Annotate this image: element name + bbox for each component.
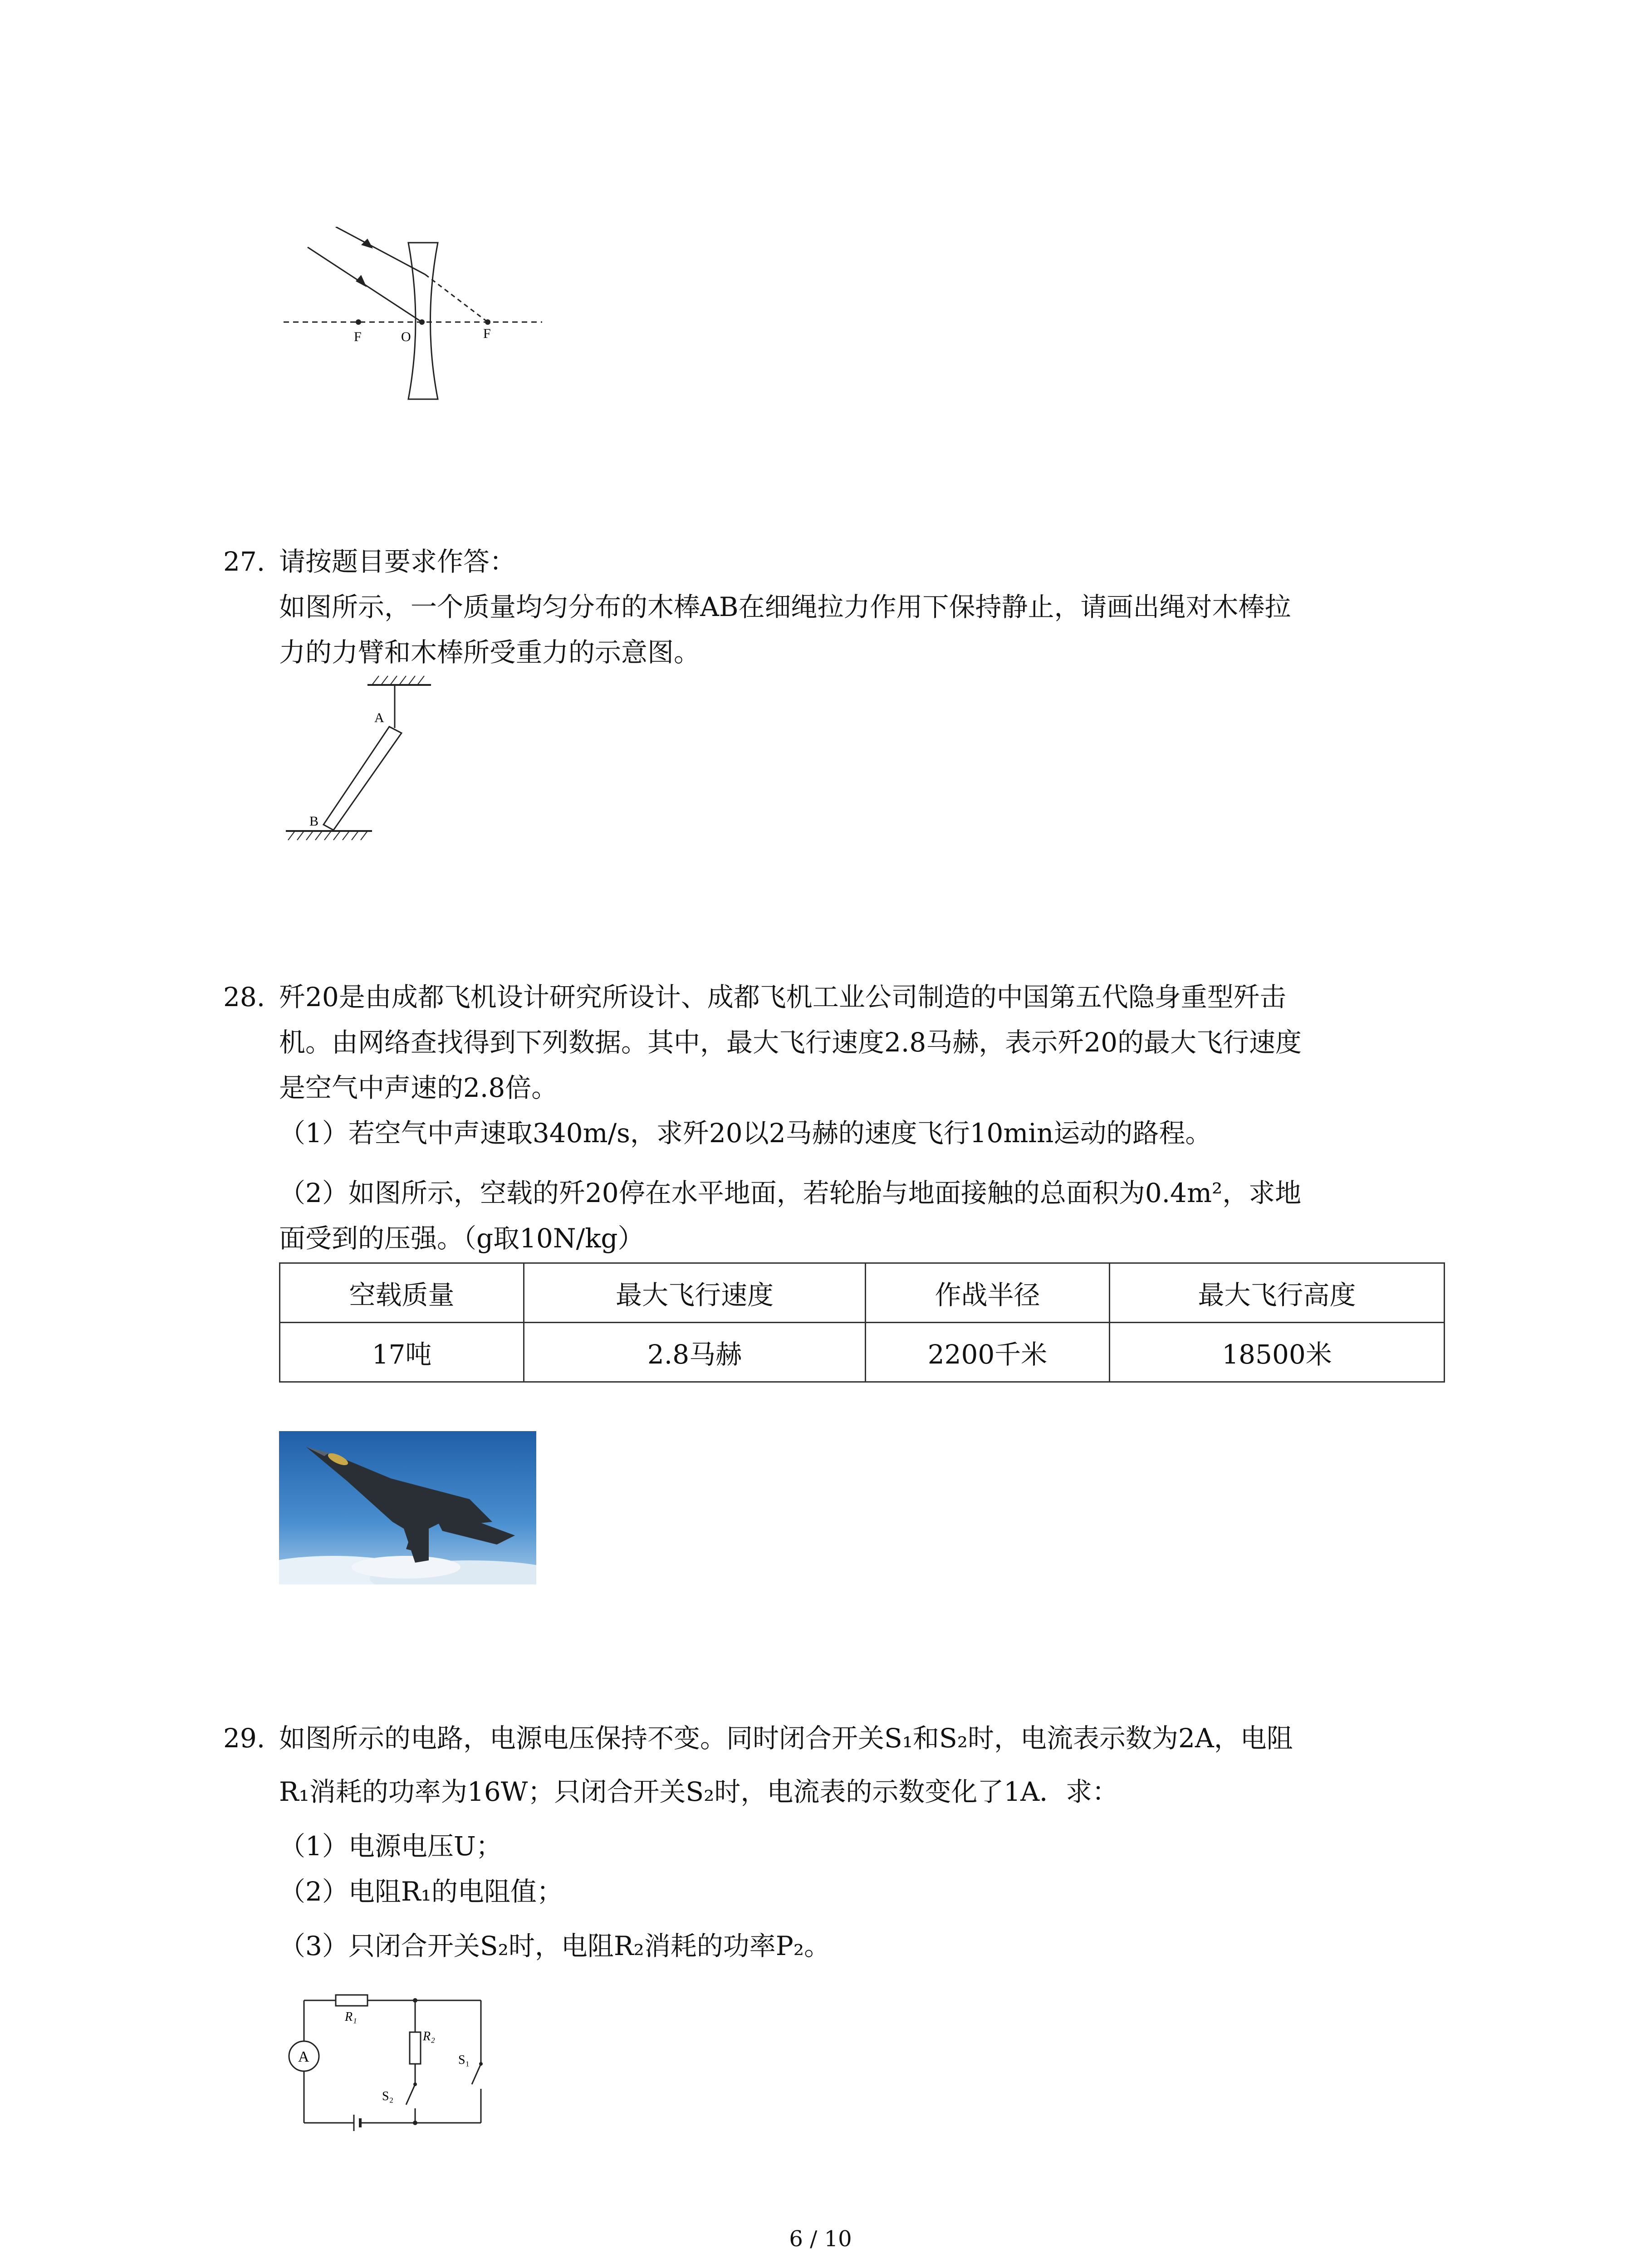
q29-sub3: （3）只闭合开关S₂时，电阻R₂消耗的功率P₂。 [279,1931,831,1961]
q29-line1: 如图所示的电路，电源电压保持不变。同时闭合开关S₁和S₂时，电流表示数为2A，电阻 [279,1723,1293,1754]
q29-sub1: （1）电源电压U； [279,1831,502,1862]
q29-sub2: （2）电阻R₁的电阻值； [279,1876,563,1907]
q28-line1: 歼20是由成都飞机设计研究所设计、成都飞机工业公司制造的中国第五代隐身重型歼击 [279,982,1286,1012]
q28-sub2-line2: 面受到的压强。（g取10N/kg） [279,1223,644,1254]
q28-sub1: （1）若空气中声速取340m/s，求歼20以2马赫的速度飞行10min运动的路程。 [279,1118,1212,1149]
table-cell: 2.8马赫 [524,1323,866,1382]
stick-label-b: B [309,814,319,829]
stick-label-a: A [374,710,384,725]
table-cell: 18500米 [1110,1323,1445,1382]
q27-title: 请按题目要求作答： [279,546,516,577]
q28-line2: 机。由网络查找得到下列数据。其中，最大飞行速度2.8马赫，表示歼20的最大飞行速度 [279,1027,1302,1058]
r1-label: R₁ [345,2010,357,2024]
q27-number: 27. [223,546,265,577]
table-row [280,1323,1445,1382]
j20-spec-table [279,1262,1445,1383]
focus-right-label: F [483,326,491,341]
q28-line3: 是空气中声速的2.8倍。 [279,1072,558,1103]
q27-line1: 如图所示，一个质量均匀分布的木棒AB在细绳拉力作用下保持静止，请画出绳对木棒拉 [279,591,1291,622]
stick-ab-figure [281,671,481,844]
table-header-row [280,1263,1445,1323]
fighter-jet-photo [279,1431,536,1584]
r2-label: R₂ [423,2029,435,2043]
q28-number: 28. [223,982,265,1012]
table-header-cell: 作战半径 [866,1263,1110,1323]
q29-line2: R₁消耗的功率为16W；只闭合开关S₂时，电流表的示数变化了1A．求： [279,1776,1119,1807]
q28-sub2-line1: （2）如图所示，空载的歼20停在水平地面，若轮胎与地面接触的总面积为0.4m²，求地 [279,1178,1302,1208]
table-cell: 2200千米 [866,1323,1110,1382]
s2-label: S₂ [382,2089,394,2103]
q29-number: 29. [223,1723,265,1754]
table-cell: 17吨 [280,1323,524,1382]
circuit-diagram [277,1987,490,2141]
optical-center-label: O [401,329,411,344]
table-header-cell: 最大飞行高度 [1110,1263,1445,1323]
focus-left-label: F [354,329,362,344]
concave-lens-figure [272,227,554,408]
table-header-cell: 空载质量 [280,1263,524,1323]
ammeter-label: A [298,2048,309,2065]
table-header-cell: 最大飞行速度 [524,1263,866,1323]
page-number: 6 / 10 [789,2226,852,2252]
q27-line2: 力的力臂和木棒所受重力的示意图。 [279,637,700,668]
s1-label: S₁ [458,2053,470,2067]
